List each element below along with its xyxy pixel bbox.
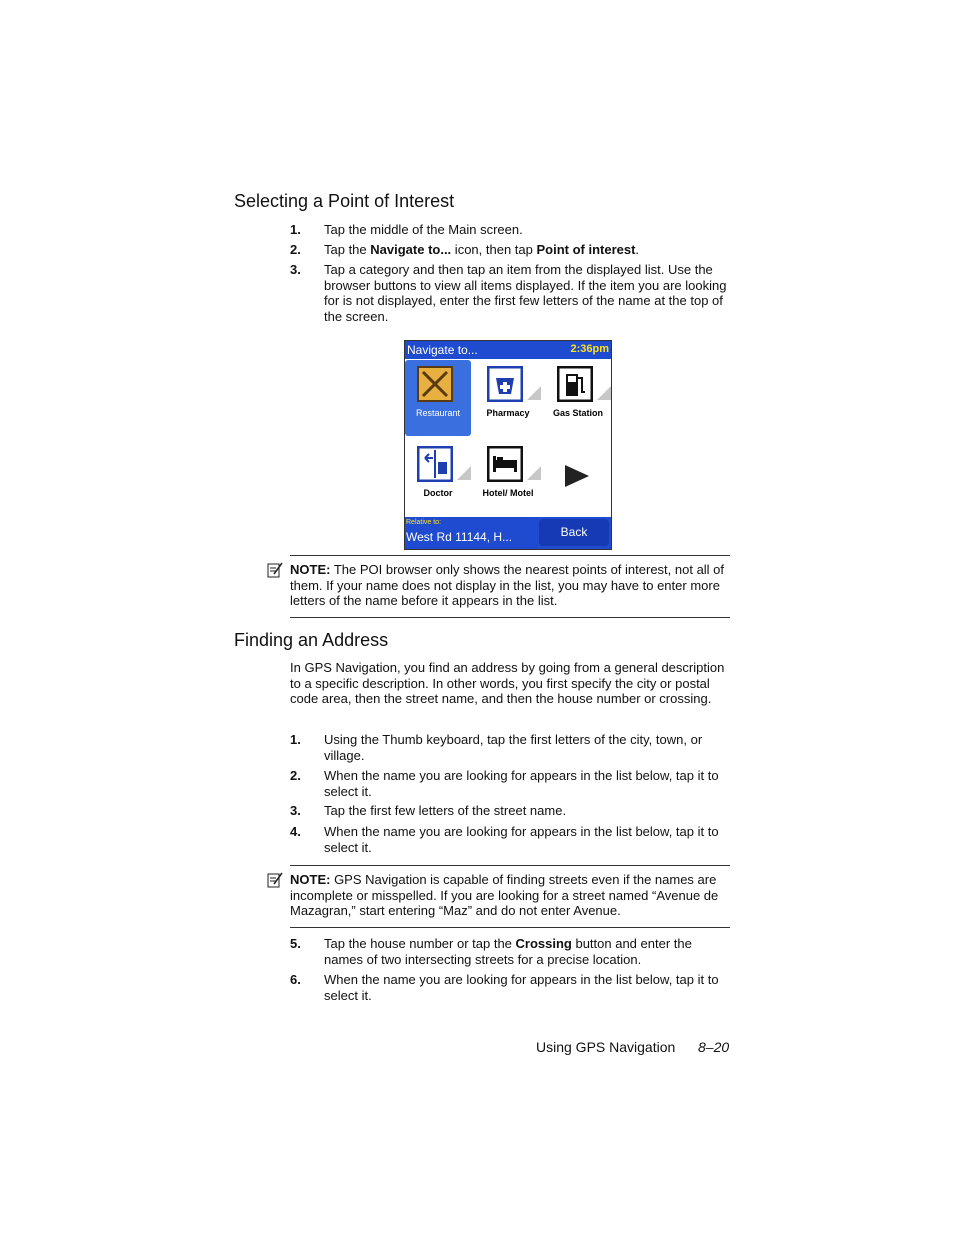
divider	[290, 865, 730, 866]
step-number: 6.	[290, 972, 301, 987]
step-number: 2.	[290, 242, 301, 257]
tile-label: Hotel/ Motel	[482, 488, 534, 498]
note-icon	[266, 871, 284, 889]
tile-label: Pharmacy	[486, 408, 530, 418]
step-text: Tap the middle of the Main screen.	[324, 222, 523, 237]
title-bar	[405, 341, 611, 359]
tile-label: Restaurant	[415, 408, 461, 418]
divider	[290, 927, 730, 928]
gas-station-icon	[557, 366, 593, 402]
current-address: West Rd 11144, H...	[406, 530, 513, 544]
step-number: 2.	[290, 768, 301, 783]
shadow-icon	[597, 386, 611, 400]
step-text: Using the Thumb keyboard, tap the first letters of the city, town, or village.	[324, 732, 703, 763]
step-text: When the name you are looking for appears in the list below, tap it to select it.	[324, 768, 719, 799]
step-number: 1.	[290, 222, 301, 237]
note-text: GPS Navigation is capable of finding streets even if the names are incomplete or misspelled. If you are looking for a street named “Avenue de Mazagran,” start entering “Maz” and do not enter Avenue.	[290, 872, 719, 919]
relative-label: Relative to:	[406, 519, 442, 526]
doctor-icon	[417, 446, 453, 482]
step-text: Tap the house number or tap the Crossing button and enter the names of two intersecting streets for a precise location.	[324, 936, 692, 967]
step-text: When the name you are looking for appears in the list below, tap it to select it.	[324, 824, 719, 855]
note-misspelled	[290, 872, 730, 919]
page-number: 8–20	[698, 1039, 730, 1055]
tile-pharmacy[interactable]	[475, 360, 541, 436]
back-button[interactable]: Back	[539, 519, 609, 546]
step-number: 3.	[290, 262, 301, 277]
note-label: NOTE:	[290, 872, 331, 887]
section-heading-address: Finding an Address	[234, 630, 389, 650]
device-screenshot	[404, 340, 612, 550]
clock: 2:36pm	[570, 343, 609, 355]
tile-gas-station[interactable]	[545, 360, 611, 436]
section-heading-poi: Selecting a Point of Interest	[234, 191, 455, 211]
pharmacy-icon	[487, 366, 523, 402]
step-text: When the name you are looking for appears in the list below, tap it to select it.	[324, 972, 719, 1003]
tile-label: Gas Station	[552, 408, 603, 418]
divider	[290, 555, 730, 556]
screen-title: Navigate to...	[407, 343, 478, 357]
intro-paragraph: In GPS Navigation, you find an address by going from a general description to a specific description. In other words, you first specify the city or postal code area, then the street name, and then the house number or crossing.	[290, 660, 725, 707]
note-icon	[266, 561, 284, 579]
note-poi	[290, 562, 730, 609]
step-text: Tap a category and then tap an item from the displayed list. Use the browser buttons to view all items displayed. If the item you are looking for is not displayed, enter the first few letters of the name at the top of the screen.	[324, 262, 727, 324]
tile-hotel[interactable]	[475, 440, 541, 516]
note-text: The POI browser only shows the nearest points of interest, not all of them. If your name does not display in the list, you may have to enter more letters of the name before it appears in the list.	[290, 562, 725, 609]
tile-label: Doctor	[423, 488, 453, 498]
location-bar	[405, 517, 611, 549]
step-number: 5.	[290, 936, 301, 951]
tile-doctor[interactable]	[405, 440, 471, 516]
step-text: Tap the first few letters of the street name.	[324, 803, 567, 818]
next-arrow-icon[interactable]	[563, 463, 593, 489]
page-footer	[536, 1039, 730, 1055]
step-number: 1.	[290, 732, 301, 747]
tile-restaurant[interactable]	[405, 360, 471, 436]
hotel-icon	[487, 446, 523, 482]
step-number: 4.	[290, 824, 301, 839]
note-label: NOTE:	[290, 562, 331, 577]
shadow-icon	[527, 466, 541, 480]
step-number: 3.	[290, 803, 301, 818]
restaurant-icon	[417, 366, 453, 402]
step-text: Tap the Navigate to... icon, then tap Point of interest.	[324, 242, 640, 257]
footer-chapter: Using GPS Navigation	[536, 1039, 676, 1055]
shadow-icon	[457, 466, 471, 480]
shadow-icon	[527, 386, 541, 400]
divider	[290, 617, 730, 618]
